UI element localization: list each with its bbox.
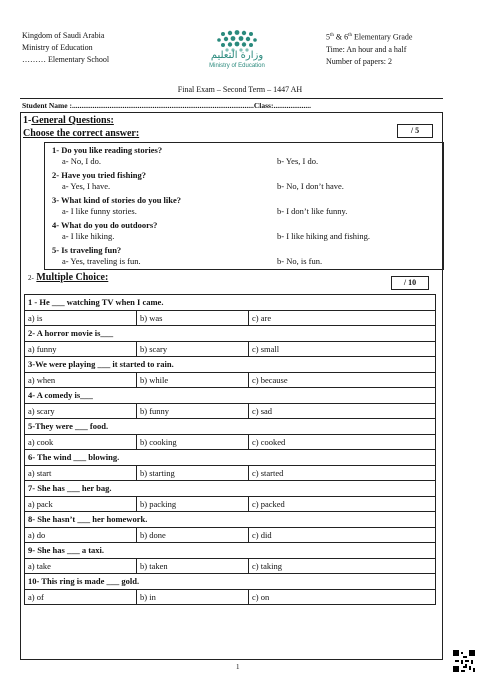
qr-code-icon [453, 650, 475, 672]
mc-options-row [25, 434, 436, 450]
section1-question: 3- What kind of stories do you like? [52, 195, 182, 205]
section1-question: 2- Have you tried fishing? [52, 170, 146, 180]
mc-option-c[interactable]: c) are [249, 310, 436, 326]
mc-option-a[interactable]: a) cook [25, 434, 137, 450]
mc-question-text: 5-They were ___ food. [25, 419, 436, 435]
mc-option-c[interactable]: c) because [249, 372, 436, 388]
section2-score-box: / 10 [391, 276, 429, 290]
country-text: Kingdom of Saudi Arabia [22, 31, 105, 40]
mc-question-text: 9- She has ___ a taxi. [25, 543, 436, 559]
mc-option-a[interactable]: a) when [25, 372, 137, 388]
mc-option-a[interactable]: a) start [25, 465, 137, 481]
ministry-text: Ministry of Education [22, 43, 93, 52]
mc-question-row [25, 419, 436, 435]
section1-option-b[interactable]: b- No, I don’t have. [277, 181, 344, 191]
mc-option-c[interactable]: c) packed [249, 496, 436, 512]
mc-option-b[interactable]: b) cooking [137, 434, 249, 450]
section1-instruction: Choose the correct answer: [23, 128, 140, 139]
mc-option-a[interactable]: a) of [25, 589, 137, 605]
mc-option-a[interactable]: a) funny [25, 341, 137, 357]
section1-question: 1- Do you like reading stories? [52, 145, 163, 155]
mc-question-row [25, 295, 436, 311]
mc-options-row [25, 589, 436, 605]
section1-option-b[interactable]: b- Yes, I do. [277, 156, 319, 166]
mc-option-a[interactable]: a) do [25, 527, 137, 543]
mc-option-c[interactable]: c) did [249, 527, 436, 543]
header-right [326, 30, 412, 68]
exam-title: Final Exam – Second Term – 1447 AH [177, 85, 303, 94]
mc-question-row [25, 450, 436, 466]
mc-option-b[interactable]: b) done [137, 527, 249, 543]
header-left [22, 30, 109, 66]
mc-question-text: 8- She hasn’t ___ her homework. [25, 512, 436, 528]
mc-option-b[interactable]: b) funny [137, 403, 249, 419]
mc-options-row [25, 527, 436, 543]
section1-option-b[interactable]: b- No, is fun. [277, 256, 323, 266]
mc-question-row [25, 512, 436, 528]
section1-option-a[interactable]: a- Yes, I have. [62, 181, 111, 191]
mc-options-row [25, 310, 436, 326]
section1-option-a[interactable]: a- No, I do. [62, 156, 101, 166]
mc-option-b[interactable]: b) packing [137, 496, 249, 512]
mc-option-b[interactable]: b) taken [137, 558, 249, 574]
section1-question: 5- Is traveling fun? [52, 245, 122, 255]
grade-text: 5th & 6th Elementary Grade [326, 32, 413, 42]
mc-option-c[interactable]: c) sad [249, 403, 436, 419]
mc-option-c[interactable]: c) small [249, 341, 436, 357]
mc-option-b[interactable]: b) in [137, 589, 249, 605]
divider [20, 98, 443, 99]
mc-question-row [25, 543, 436, 559]
section1-heading: 1-General Questions: [23, 115, 114, 126]
mc-options-row [25, 465, 436, 481]
mc-question-text: 10- This ring is made ___ gold. [25, 574, 436, 590]
section1-option-a[interactable]: a- Yes, traveling is fun. [62, 256, 141, 266]
section1-option-b[interactable]: b- I don’t like funny. [277, 206, 348, 216]
mc-option-b[interactable]: b) starting [137, 465, 249, 481]
mc-option-c[interactable]: c) on [249, 589, 436, 605]
mc-question-text: 7- She has ___ her bag. [25, 481, 436, 497]
mc-option-a[interactable]: a) scary [25, 403, 137, 419]
mc-option-a[interactable]: a) pack [25, 496, 137, 512]
mc-option-b[interactable]: b) was [137, 310, 249, 326]
mc-option-c[interactable]: c) cooked [249, 434, 436, 450]
section1-question: 4- What do you do outdoors? [52, 220, 158, 230]
section2-heading: 2- Multiple Choice: [28, 272, 109, 283]
mc-option-b[interactable]: b) scary [137, 341, 249, 357]
page-number: 1 [236, 663, 240, 671]
logo-english-text: Ministry of Education [209, 63, 265, 69]
mc-option-a[interactable]: a) is [25, 310, 137, 326]
mc-question-text: 3-We were playing ___ it started to rain. [25, 357, 436, 373]
mc-options-row [25, 372, 436, 388]
mc-question-row [25, 388, 436, 404]
mc-option-b[interactable]: b) while [137, 372, 249, 388]
mc-question-row [25, 357, 436, 373]
mc-question-text: 4- A comedy is___ [25, 388, 436, 404]
mc-question-text: 2- A horror movie is___ [25, 326, 436, 342]
papers-text: Number of papers: 2 [326, 56, 392, 66]
section1-option-b[interactable]: b- I like hiking and fishing. [277, 231, 371, 241]
time-text: Time: An hour and a half [326, 44, 407, 54]
mc-question-row [25, 574, 436, 590]
mc-option-c[interactable]: c) taking [249, 558, 436, 574]
mc-option-a[interactable]: a) take [25, 558, 137, 574]
mc-question-row [25, 326, 436, 342]
mc-question-text: 6- The wind ___ blowing. [25, 450, 436, 466]
section1-option-a[interactable]: a- I like funny stories. [62, 206, 137, 216]
mc-question-text: 1 - He ___ watching TV when I came. [25, 295, 436, 311]
logo-arabic-text: وزارة التعليم [210, 50, 264, 61]
mc-options-row [25, 403, 436, 419]
mc-option-c[interactable]: c) started [249, 465, 436, 481]
section1-option-a[interactable]: a- I like hiking. [62, 231, 115, 241]
mc-question-row [25, 481, 436, 497]
mc-options-row [25, 496, 436, 512]
multiple-choice-table [24, 294, 436, 605]
student-name-line: Student Name :.................................................................................................Class:.................... [22, 101, 311, 110]
mc-options-row [25, 341, 436, 357]
section1-score-box: / 5 [397, 124, 433, 138]
school-text: ……… Elementary School [22, 55, 110, 64]
mc-options-row [25, 558, 436, 574]
